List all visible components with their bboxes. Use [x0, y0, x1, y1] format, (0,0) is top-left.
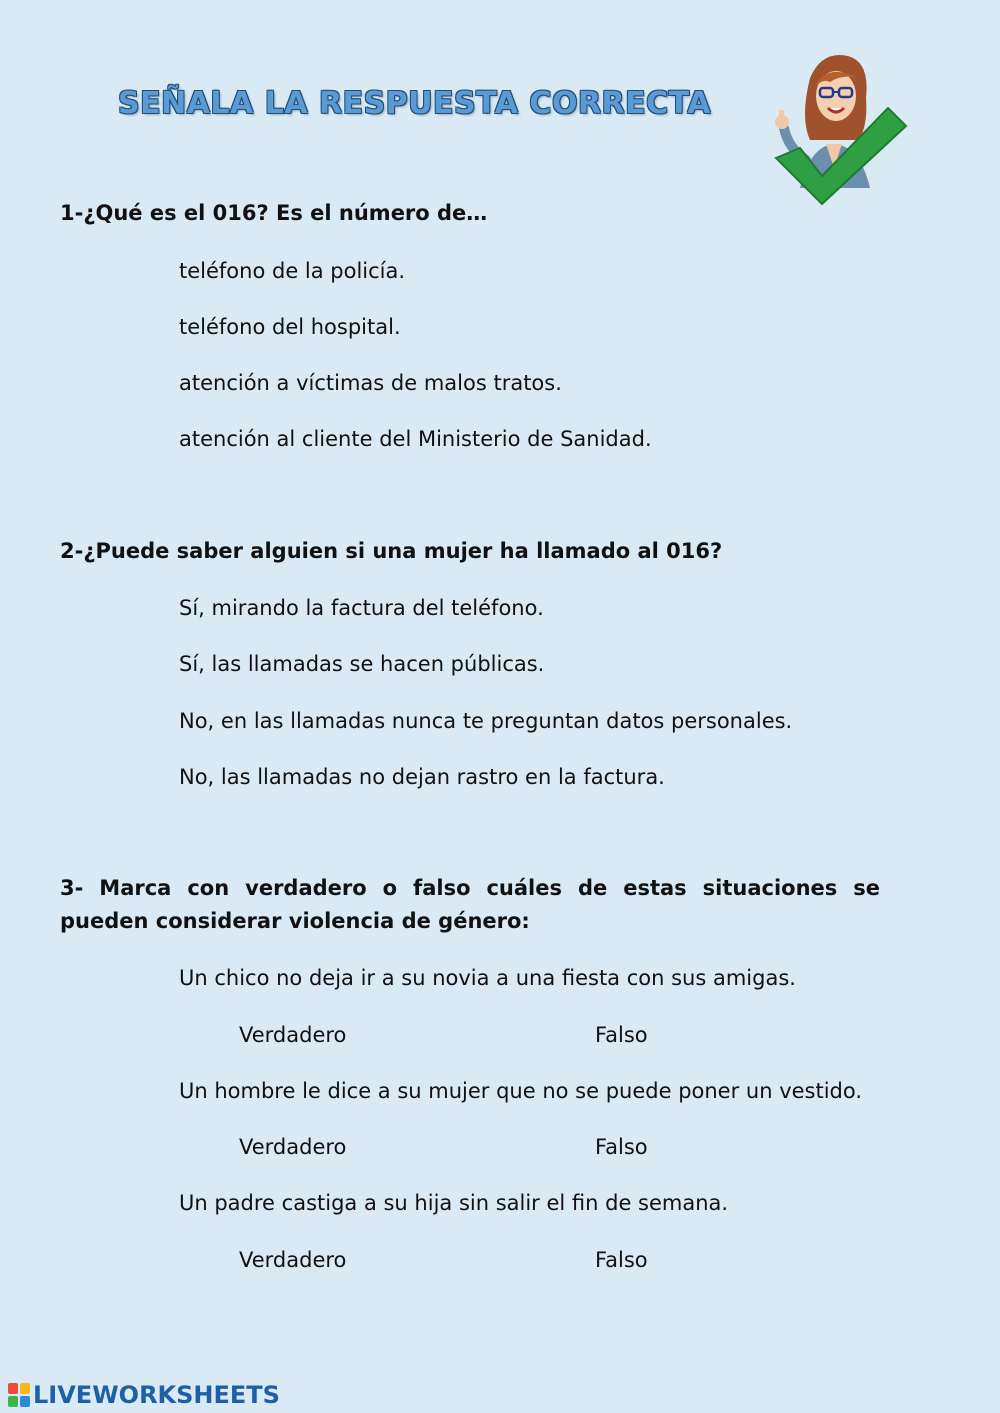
footer-brand-text: LIVEWORKSHEETS	[33, 1381, 280, 1409]
q1-option-3[interactable]: atención a víctimas de malos tratos.	[179, 371, 562, 395]
q1-option-1[interactable]: teléfono de la policía.	[179, 259, 406, 283]
q3-statement-3-true[interactable]: Verdadero	[239, 1248, 347, 1272]
q3-statement-2-true[interactable]: Verdadero	[239, 1135, 347, 1159]
q3-statement-1-false[interactable]: Falso	[595, 1023, 648, 1047]
liveworksheets-logo-icon	[8, 1383, 30, 1407]
page-title: SEÑALA LA RESPUESTA CORRECTA	[118, 86, 712, 121]
q3-statement-2: Un hombre le dice a su mujer que no se puede poner un vestido.	[179, 1079, 863, 1103]
footer-brand	[8, 1381, 280, 1409]
q2-option-4[interactable]: No, las llamadas no dejan rastro en la factura.	[179, 765, 665, 789]
q3-statement-1-true[interactable]: Verdadero	[239, 1023, 347, 1047]
q3-statement-2-false[interactable]: Falso	[595, 1135, 648, 1159]
q3-statement-3-false[interactable]: Falso	[595, 1248, 648, 1272]
q2-option-3[interactable]: No, en las llamadas nunca te preguntan datos personales.	[179, 709, 793, 733]
q3-statement-1: Un chico no deja ir a su novia a una fiesta con sus amigas.	[179, 966, 796, 990]
q1-option-4[interactable]: atención al cliente del Ministerio de Sanidad.	[179, 427, 652, 451]
question-1: 1-¿Qué es el 016? Es el número de…	[60, 201, 488, 225]
q2-option-2[interactable]: Sí, las llamadas se hacen públicas.	[179, 652, 545, 676]
q2-option-1[interactable]: Sí, mirando la factura del teléfono.	[179, 596, 544, 620]
teacher-thumbs-up-checkmark-icon	[770, 48, 910, 208]
q1-option-2[interactable]: teléfono del hospital.	[179, 315, 401, 339]
question-2: 2-¿Puede saber alguien si una mujer ha llamado al 016?	[60, 539, 723, 563]
q3-statement-3: Un padre castiga a su hija sin salir el fin de semana.	[179, 1191, 729, 1215]
question-3: 3- Marca con verdadero o falso cuáles de estas situaciones se pueden considerar violencia de género:	[60, 876, 880, 933]
